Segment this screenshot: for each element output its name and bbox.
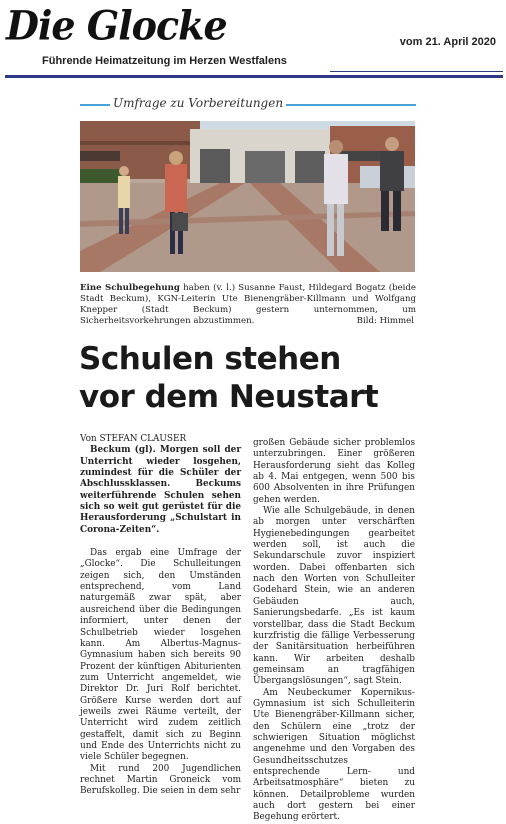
article-photo [80,121,415,272]
header-thin-rule [330,71,503,72]
body-paragraph: Wie alle Schulgebäude, in denen ab morgen unter verschärften Hygienebedingungen gearbeitet werden soll, ist auch die Sekundarschule zuvor inspiziert worden. Dabei offenbarten sich nach den Worten von Schulleiter Godehard Stein, wie an anderen Gebäuden auch, Sanierungsbedarfe. „Es ist kaum vorstellbar, dass die Stadt Beckum kurzfristig die fällige Verbesserung der Sanitärsituation herbeiführen kann. Wir arbeiten deshalb gemeinsam an tragfähigen Übergangslösungen“, sagt Stein. [253,506,415,687]
masthead [0,0,506,86]
byline: Von STEFAN CLAUSER [80,434,187,444]
header-rule [5,75,503,78]
body-paragraph: Das ergab eine Umfrage der „Glocke“. Die Schulleitungen zeigen sich, den Umständen entsprechend, vom Land naturgemäß zwar spät, aber ausreichend über die Bedingungen informiert, unter denen der Schulbetrieb wieder losgehen kann. Am Albertus-Magnus-Gymnasium haben sich bereits 90 Prozent der künftigen Abiturienten zum Unterricht angemeldet, wie Direktor Dr. Juri Rolf berichtet. Größere Kurse werden dort auf jeweils zwei Räume verteilt, der Unterricht wird zudem zeitlich gestaffelt, damit sich zu Beginn und Ende des Unterrichts nicht zu viele Schüler begegnen. [80,548,241,763]
issue-date: vom 21. April 2020 [399,36,496,48]
article-lead: Beckum (gl). Morgen soll der Unterricht wieder losgehen, zumindest für die Schüler der Abschlussklassen. Beckums weiterführende Schulen sehen sich so weit gut gerüstet für die Herausforderung „Schulstart in Corona-Zeiten“. [80,445,241,535]
headline-line-2: vor dem Neustart [79,379,379,415]
article-column-1 [80,434,241,798]
school-visit-photo [80,121,415,272]
body-paragraph: großen Gebäude sicher problemlos unterzubringen. Einer größeren Herausforderung sieht das Kolleg ab 4. Mai entgegen, wenn 500 bis 600 Absolventen in ihre Prüfungen gehen werden. [253,438,415,505]
kicker-rule-left [80,104,110,106]
article-kicker: Umfrage zu Vorbereitungen [113,96,284,110]
newspaper-tagline: Führende Heimatzeitung im Herzen Westfalens [42,55,287,67]
body-paragraph: Am Neubeckumer Kopernikus-Gymnasium ist sich Schulleiterin Ute Bienengräber-Killmann sicher, den Schülern eine „trotz der schwierigen Situation möglichst angenehme und den Vorgaben des Gesundheitsschutzes entsprechende Lern- und Arbeitsatmosphäre“ bieten zu können. Detailprobleme wurden auch dort gestern bei einer Begehung erörtert. [253,687,415,823]
kicker-rule-right [286,104,416,106]
caption-text: haben (v. l.) Susanne Faust, Hildegard Bogatz (beide Stadt Beckum), KGN-Leiterin Ute Bienengräber-Killmann und Wolfgang Knepper (Stadt Beckum) gestern unternommen, um Sicherheitsvorkehrungen abzustimmen. [80,283,416,326]
article-headline [79,340,429,416]
caption-lead: Eine Schulbegehung [80,283,180,293]
article-column-2 [253,438,415,824]
body-paragraph: Mit rund 200 Jugendlichen rechnet Martin Groneick vom Berufskolleg. Die seien in dem sehr [80,763,241,797]
photo-credit: Bild: Himmel [356,316,414,326]
headline-line-1: Schulen stehen [79,341,341,377]
newspaper-logo: Die Glocke [6,1,227,50]
